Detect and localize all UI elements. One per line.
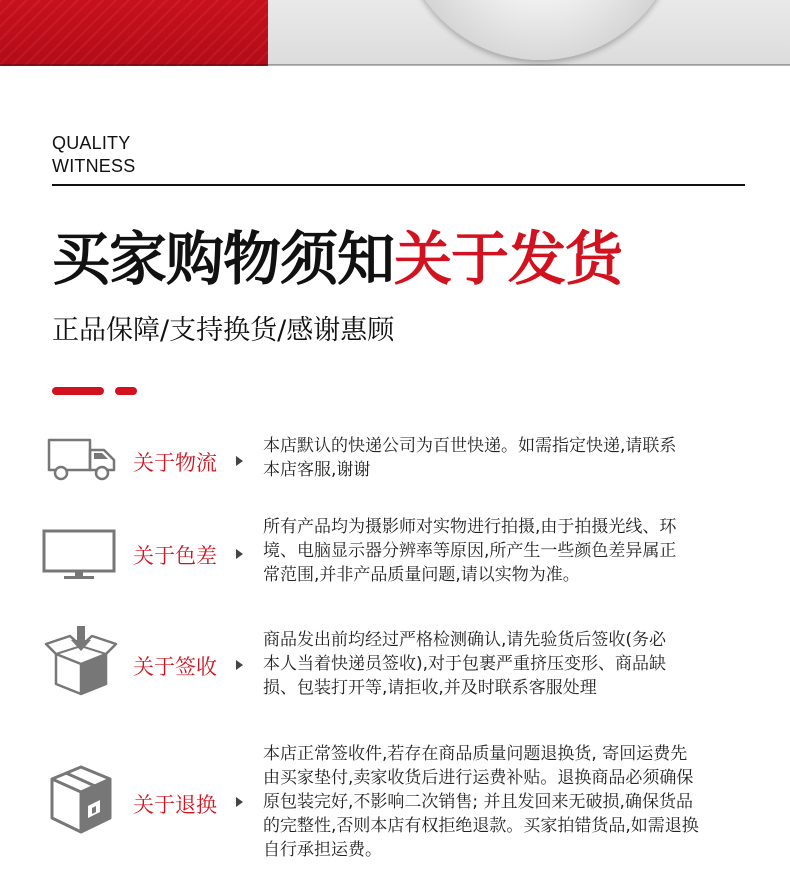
- row-arrow-icon: [236, 660, 243, 670]
- info-row-returns: [0, 740, 790, 870]
- page-subtitle: 正品保障/支持换货/感谢惠顾: [52, 315, 395, 346]
- title-black-part: 买家购物须知: [52, 225, 395, 293]
- page-title: [52, 224, 622, 294]
- row-label-logistics: 关于物流: [133, 451, 217, 475]
- row-label-returns: 关于退换: [133, 793, 217, 817]
- text-line: 本店客服,谢谢: [263, 460, 371, 480]
- banner-red-panel: [0, 0, 268, 66]
- header-divider: [52, 184, 745, 186]
- row-label-signing: 关于签收: [133, 655, 217, 679]
- text-line: 由买家垫付,卖家收货后进行运费补贴。退换商品必须确保: [263, 768, 694, 788]
- text-line: 本人当着快递员签收),对于包裹严重挤压变形、商品缺: [263, 654, 667, 674]
- text-line: 常范围,并非产品质量问题,请以实物为准。: [263, 565, 580, 585]
- banner-shadow: [0, 64, 790, 66]
- text-line: 境、电脑显示器分辨率等原因,所产生一些颜色差异属正: [263, 541, 677, 561]
- steel-bowl-image: [400, 0, 680, 60]
- delivery-truck-icon: [44, 436, 118, 486]
- top-banner: [0, 0, 790, 66]
- tagline-line-2: WITNESS: [52, 156, 136, 176]
- text-line: 本店正常签收件,若存在商品质量问题退换货, 寄回运费先: [263, 744, 688, 764]
- info-row-signing: [0, 624, 790, 704]
- return-box-icon: [48, 764, 114, 840]
- tagline-line-1: QUALITY: [52, 133, 131, 153]
- text-line: 原包装完好,不影响二次销售; 并且发回来无破损,确保货品: [263, 792, 693, 812]
- text-line: 所有产品均为摄影师对实物进行拍摄,由于拍摄光线、环: [263, 517, 677, 537]
- text-line: 商品发出前均经过严格检测确认,请先验货后签收(务必: [263, 630, 667, 650]
- row-arrow-icon: [236, 797, 243, 807]
- row-text-returns: [263, 742, 753, 862]
- text-line: 本店默认的快递公司为百世快递。如需指定快递,请联系: [263, 436, 677, 456]
- row-text-signing: [263, 628, 753, 700]
- row-arrow-icon: [236, 549, 243, 559]
- row-text-color: [263, 515, 753, 587]
- monitor-icon: [42, 529, 116, 585]
- info-row-color: [0, 515, 790, 595]
- row-text-logistics: [263, 434, 753, 482]
- row-arrow-icon: [236, 456, 243, 466]
- text-line: 的完整性,否则本店有权拒绝退款。买家拍错货品,如需退换: [263, 816, 699, 836]
- package-receive-icon: [42, 624, 120, 700]
- text-line: 自行承担运费。: [263, 840, 382, 860]
- row-label-color: 关于色差: [133, 544, 217, 568]
- title-red-part: 关于发货: [394, 225, 623, 293]
- accent-dash-short: [115, 387, 137, 395]
- quality-witness-tagline: [52, 132, 135, 178]
- banner-product-photo: [268, 0, 790, 66]
- info-row-logistics: [0, 430, 790, 490]
- text-line: 损、包装打开等,请拒收,并及时联系客服处理: [263, 678, 597, 698]
- accent-dash-long: [52, 387, 104, 395]
